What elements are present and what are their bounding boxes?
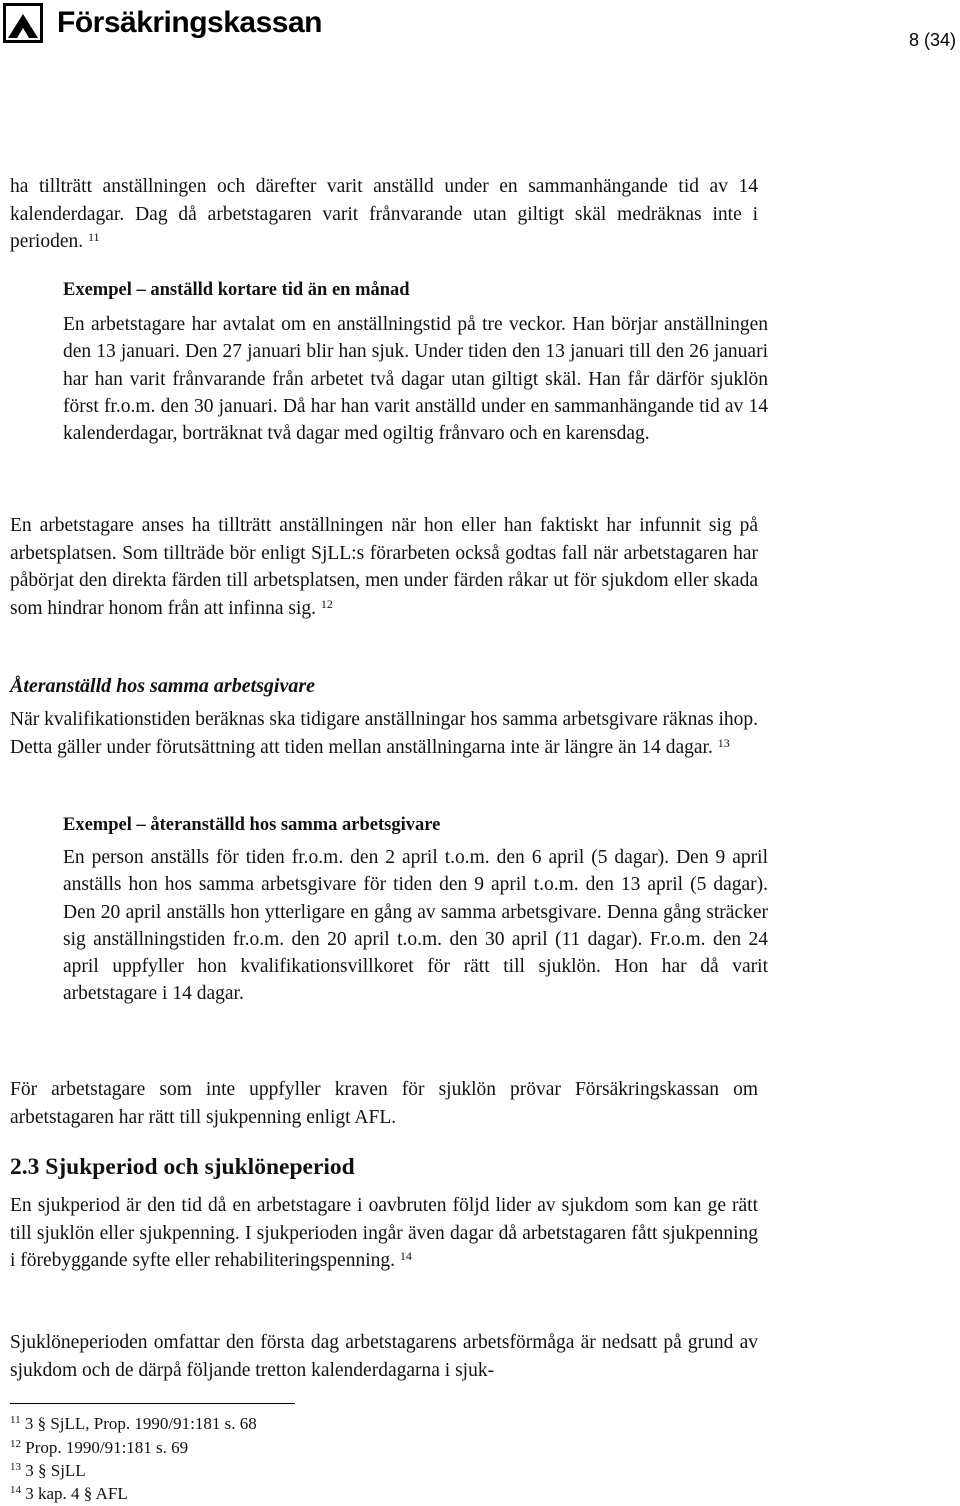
brand-name: Försäkringskassan [57,6,322,39]
footnote: $^{13}$ 3 § SjLL [10,1461,86,1480]
example-title: Exempel – återanställd hos samma arbetsgivare [63,815,441,835]
page-number: 8 (34) [908,30,956,50]
section-heading: 2.3 Sjukperiod och sjuklöneperiod [10,1154,355,1180]
footnote-ref: 13 [717,735,730,750]
footnote-divider [10,1403,295,1404]
paragraph-sick-pay-period: Sjuklöneperioden omfattar den första dag arbetstagarens arbetsförmåga är nedsatt på grund av sjukdom och de därpå följande tretton kalenderdagarna i sjuk- [10,1332,758,1381]
footnote-ref: 11 [87,230,100,244]
subheading-reemployed: Återanställd hos samma arbetsgivare [10,675,316,697]
footnote: $^{11}$ 3 § SjLL, Prop. 1990/91:181 s. 68 [10,1414,257,1433]
paragraph-arrival: En arbetstagare anses ha tillträtt anställningen när hon eller han faktiskt har infunnit sig på arbetsplatsen. Som tillträde bör enligt SjLL:s förarbeten också godtas fall när arbetstagaren har påbörjat den direkta färden till arbetsplatsen, men under färden råkar ut för sjukdom eller skada som hindrar honom från att infinna sig. $^{12}$ [10,515,758,619]
footnote: $^{12}$ Prop. 1990/91:181 s. 69 [10,1438,189,1457]
example-text: En arbetstagare har avtalat om en anställningstid på tre veckor. Han börjar anställningen den 13 januari. Den 27 januari blir han sjuk. Under tiden den 13 januari till den 26 januari har han varit frånvarande från arbetet två dagar utan giltigt skäl. Han får därför sjuklön först fr.o.m. den 30 januari. Då har han varit anställd under en sammanhängande tid av 14 kalenderdagar, borträknat två dagar med ogiltig frånvaro och en karensdag. [63,314,768,445]
footnote-ref: 14 [399,1249,412,1263]
footnote-ref: 12 [320,596,333,611]
paragraph-qualification: När kvalifikationstiden beräknas ska tidigare anställningar hos samma arbetsgivare räknas ihop. Detta gäller under förutsättning att tiden mellan anställningarna inte är längre än 14 dagar. $^{13}$ [10,709,758,758]
forsakringskassan-logo-icon [3,3,43,43]
paragraph-sick-period: En sjukperiod är den tid då en arbetstagare i oavbruten följd lider av sjukdom som kan ge rätt till sjuklön eller sjukpenning. I sjukperioden ingår även dagar då arbetstagaren fått sjukpenning i förebyggande syfte eller rehabiliteringspenning. $^{14}$ [10,1195,758,1271]
example-text: En person anställs för tiden fr.o.m. den 2 april t.o.m. den 6 april (5 dagar). Den 9 april anställs hon hos samma arbetsgivare för tiden den 9 april t.o.m. den 13 april (5 dagar). Den 20 april anställs hon ytterligare en gång av samma arbetsgivare. Denna gång sträcker sig anställningstiden fr.o.m. den 20 april t.o.m. den 30 april (11 dagar). Fr.o.m. den 24 april uppfyller hon kvalifikationsvillkoret för rätt till sjuklön. Hon har då varit arbetstagare i 14 dagar. [63,847,768,1005]
page-header [0,0,960,70]
paragraph-sickness-benefit: För arbetstagare som inte uppfyller kraven för sjuklön prövar Försäkringskassan om arbetstagaren har rätt till sjukpenning enligt AFL. [10,1079,758,1128]
example-title: Exempel – anställd kortare tid än en månad [63,280,410,300]
paragraph-intro: ha tillträtt anställningen och därefter varit anställd under en sammanhängande tid av 14 kalenderdagar. Dag då arbetstagaren varit frånvarande utan giltigt skäl medräknas inte i perioden. $^{11}$ [10,176,758,252]
footnote: $^{14}$ 3 kap. 4 § AFL [10,1484,128,1503]
